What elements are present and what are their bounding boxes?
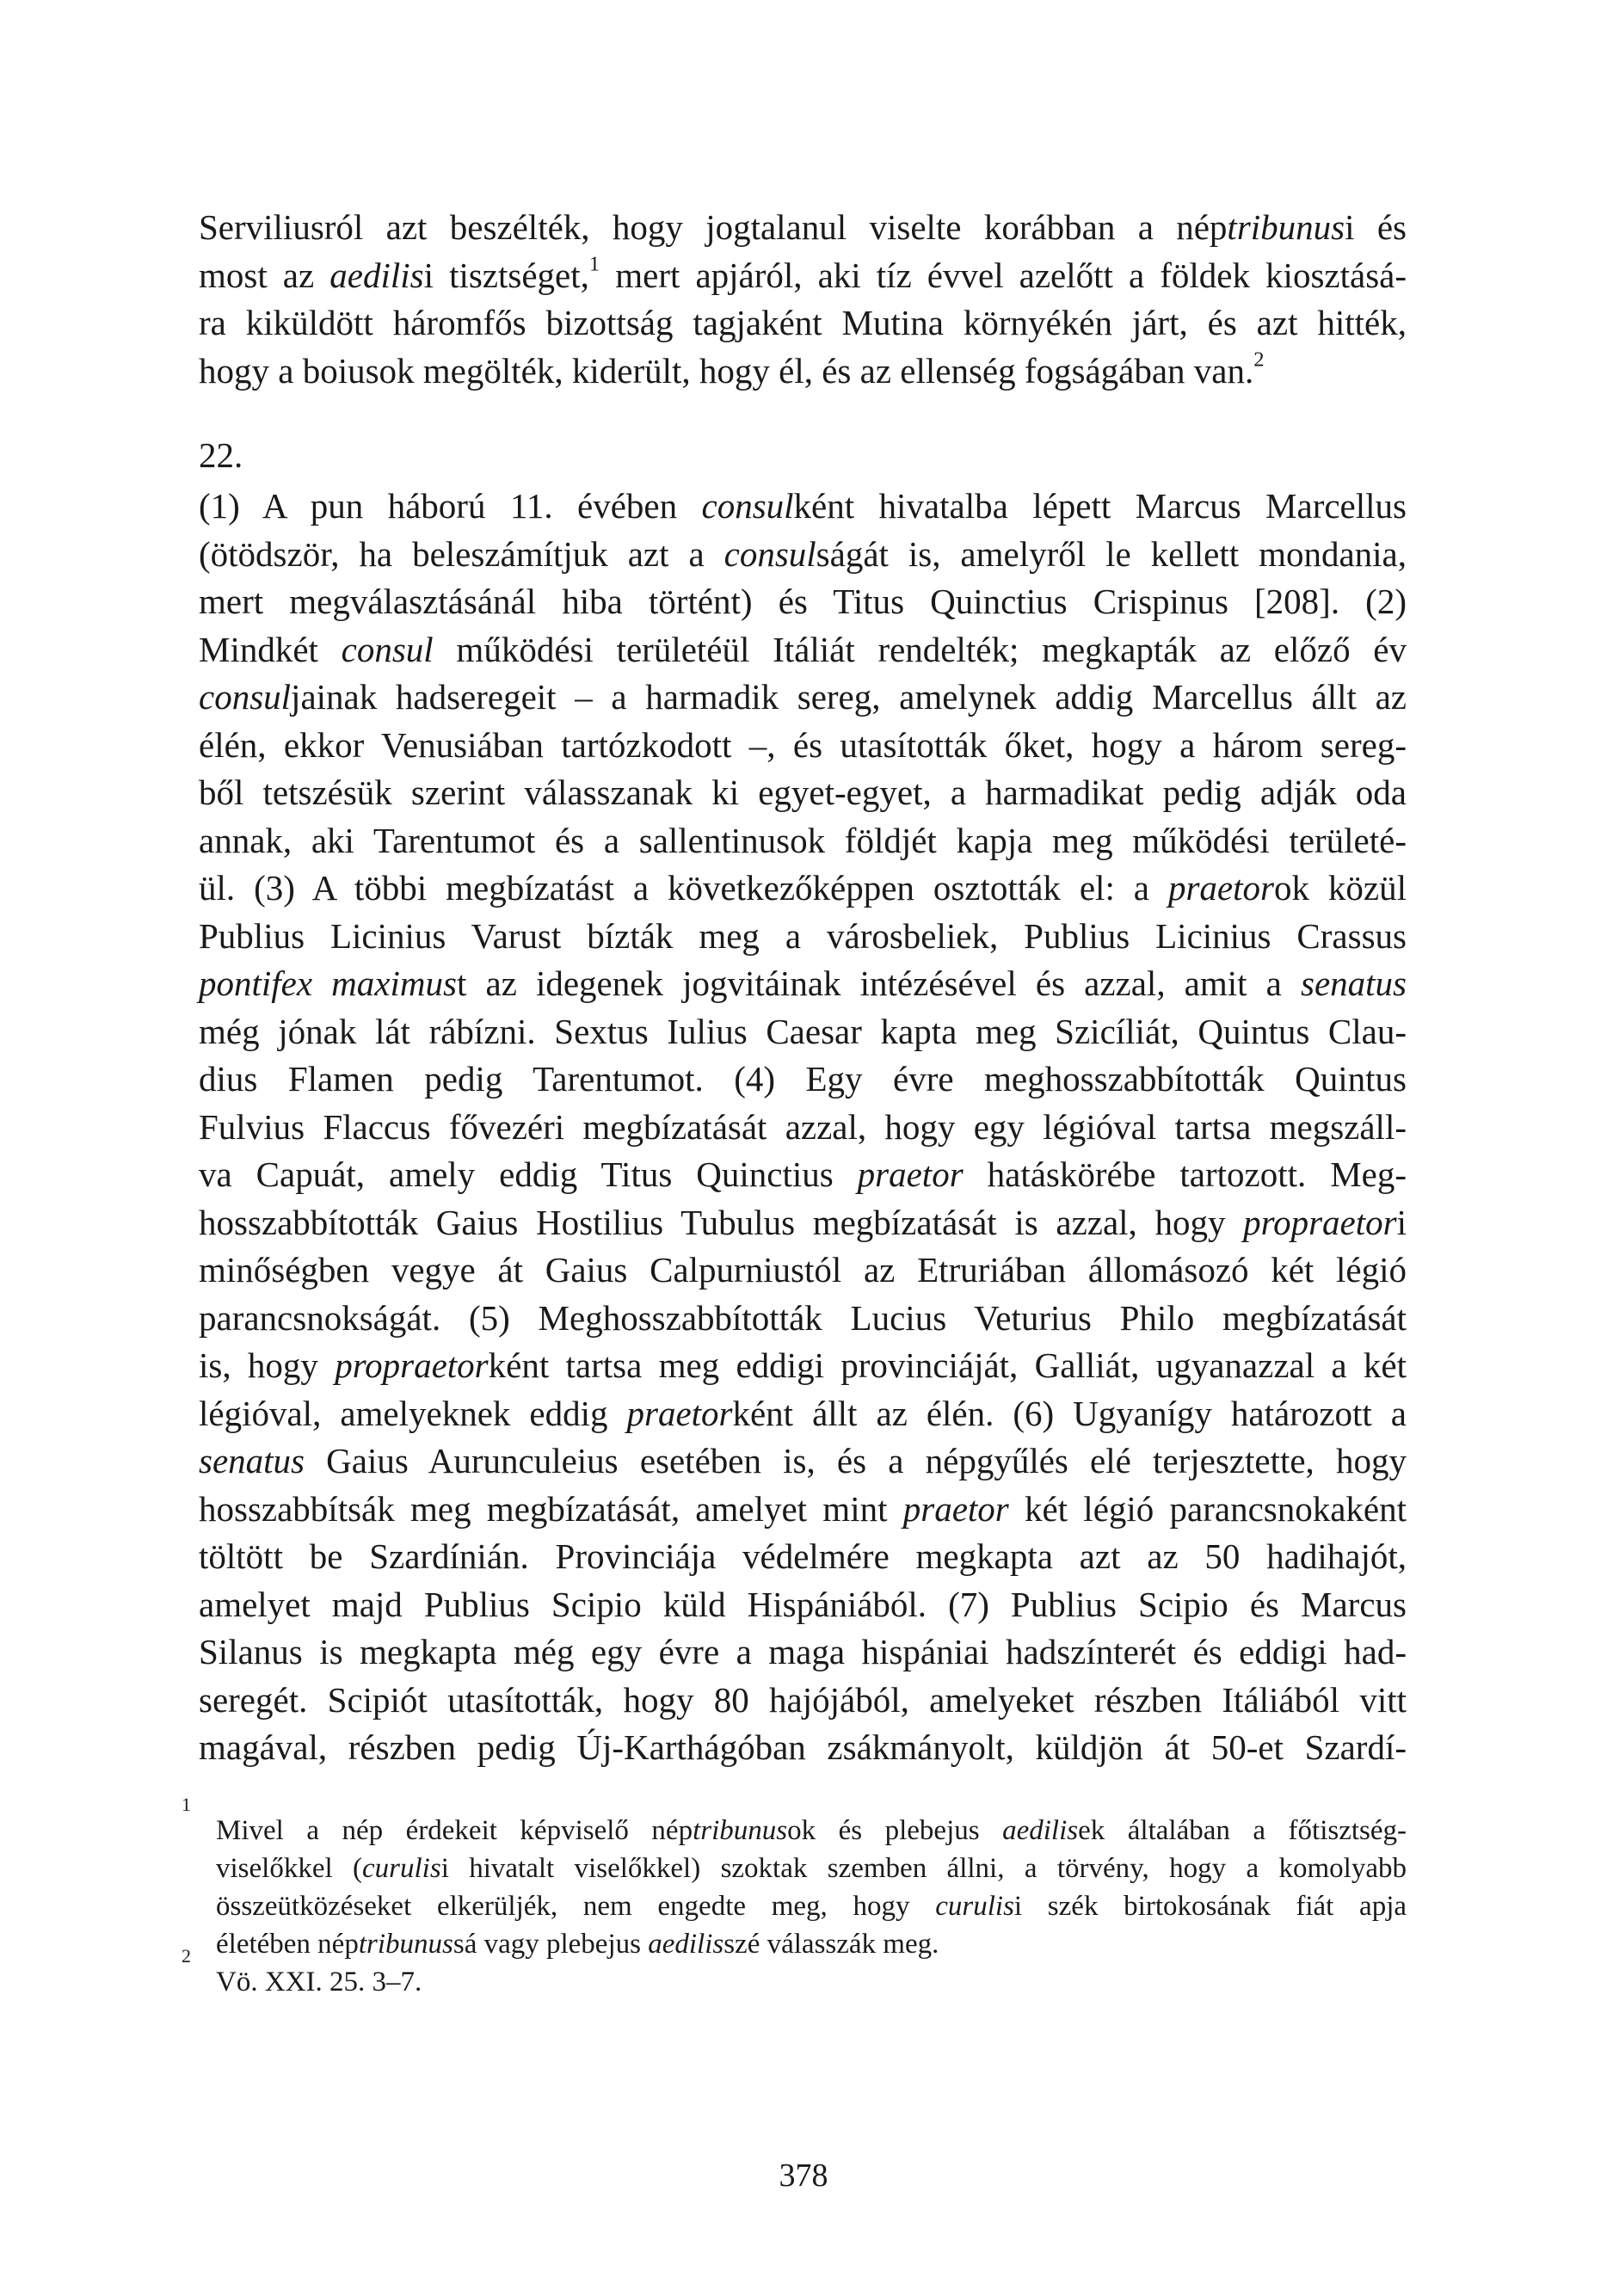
footnote-ref[interactable]: 1 <box>588 251 600 275</box>
text-line: hogy a boiusok megölték, kiderült, hogy él, és az ellenség fogságában van.$^2$ <box>199 347 1265 391</box>
text-line: magával, részben pedig Új-Karthágóban zsákmányolt, küldjön át 50-et Szardí- <box>199 1727 1407 1767</box>
text-line: most az aedilisi tisztséget,$^1$ mert apjáról, aki tíz évvel azelőtt a földek kiosztásá- <box>199 251 1407 295</box>
text-line: hosszabbították Gaius Hostilius Tubulus megbízatását is azzal, hogy propraetori <box>199 1202 1407 1242</box>
text-line: parancsnokságát. (5) Meghosszabbították Lucius Veturius Philo megbízatását <box>199 1297 1407 1338</box>
text-line: pontifex maximust az idegenek jogvitáinak intézésével és azzal, amit a senatus <box>199 963 1407 1003</box>
text-line: senatus Gaius Aurunculeius esetében is, és a népgyűlés elé terjesztette, hogy <box>199 1441 1407 1480</box>
footnote-1-line: 1 Mivel a nép érdekeit képviselő néptribunusok és plebejus aedilisek általában a főtisztség- <box>182 1794 1407 1846</box>
footnote-1-line: összeütközéseket elkerüljék, nem engedte meg, hogy curulisi szék birtokosának fiát apja <box>216 1891 1407 1922</box>
footnotes <box>182 1794 1407 2001</box>
text-line: hosszabbítsák meg megbízatását, amelyet mint praetor két légió parancsnokaként <box>199 1488 1407 1529</box>
text-line: seregét. Scipiót utasították, hogy 80 hajójából, amelyeket részben Itáliából vitt <box>199 1679 1407 1720</box>
text-line: töltött be Szardínián. Provinciája védelmére megkapta azt az 50 hadihajót, <box>199 1536 1407 1576</box>
text-line: (1) A pun háború 11. évében consulként hivatalba lépett Marcus Marcellus <box>199 486 1407 526</box>
text-line: Fulvius Flaccus fővezéri megbízatását azzal, hogy egy légióval tartsa megszáll- <box>199 1106 1407 1147</box>
section-number: 22. <box>199 435 243 475</box>
footnote-2-line: 2 Vö. XXI. 25. 3–7. <box>182 1945 422 1997</box>
page-number: 378 <box>779 2158 828 2194</box>
text-line: Mindkét consul működési területéül Itáliát rendelték; megkapták az előző év <box>199 629 1407 669</box>
text-line: Serviliusról azt beszélték, hogy jogtalanul viselte korábban a néptribunusi és <box>199 207 1407 247</box>
text-line: élén, ekkor Venusiában tartózkodott –, és utasították őket, hogy a három sereg- <box>199 724 1407 765</box>
footnote-1-line: életében néptribunussá vagy plebejus aedilisszé válasszák meg. <box>216 1929 939 1960</box>
text-line: még jónak lát rábízni. Sextus Iulius Caesar kapta meg Szicíliát, Quintus Clau- <box>199 1011 1407 1051</box>
text-line: minőségben vegye át Gaius Calpurniustól az Etruriában állomásozó két légió <box>199 1250 1407 1290</box>
text-line: is, hogy propraetorként tartsa meg eddigi provinciáját, Galliát, ugyanazzal a két <box>199 1345 1407 1385</box>
text-line: légióval, amelyeknek eddig praetorként állt az élén. (6) Ugyanígy határozott a <box>199 1393 1407 1433</box>
paragraph-chapter-22 <box>199 483 1407 1772</box>
text-line: Silanus is megkapta még egy évre a maga hispániai hadszínterét és eddigi had- <box>199 1632 1407 1671</box>
text-line: mert megválasztásánál hiba történt) és Titus Quinctius Crispinus [208]. (2) <box>199 582 1407 621</box>
text-line: dius Flamen pedig Tarentumot. (4) Egy évre meghosszabbították Quintus <box>199 1059 1407 1099</box>
text-line: Publius Licinius Varust bízták meg a városbeliek, Publius Licinius Crassus <box>199 915 1407 956</box>
text-line: ből tetszésük szerint válasszanak ki egyet-egyet, a harmadikat pedig adják oda <box>199 773 1407 812</box>
text-line: (ötödször, ha beleszámítjuk azt a consulságát is, amelyről le kellett mondania, <box>199 533 1407 574</box>
footnote-1-line: viselőkkel (curulisi hivatalt viselőkkel) szoktak szemben állni, a törvény, hogy a komolyabb <box>216 1853 1407 1884</box>
text-line: ül. (3) A többi megbízatást a következőképpen osztották el: a praetorok közül <box>199 868 1407 908</box>
text-line: annak, aki Tarentumot és a sallentinusok földjét kapja meg működési területé- <box>199 820 1407 860</box>
text-line: amelyet majd Publius Scipio küld Hispániából. (7) Publius Scipio és Marcus <box>199 1584 1407 1624</box>
text-line: consuljainak hadseregeit – a harmadik sereg, amelynek addig Marcellus állt az <box>199 677 1407 717</box>
footnote-ref[interactable]: 2 <box>1253 347 1265 371</box>
paragraph-intro <box>199 204 1407 395</box>
text-line: va Capuát, amely eddig Titus Quinctius praetor hatáskörébe tartozott. Meg- <box>199 1154 1407 1194</box>
text-line: ra kiküldött háromfős bizottság tagjaként Mutina környékén járt, és azt hitték, <box>199 303 1407 342</box>
